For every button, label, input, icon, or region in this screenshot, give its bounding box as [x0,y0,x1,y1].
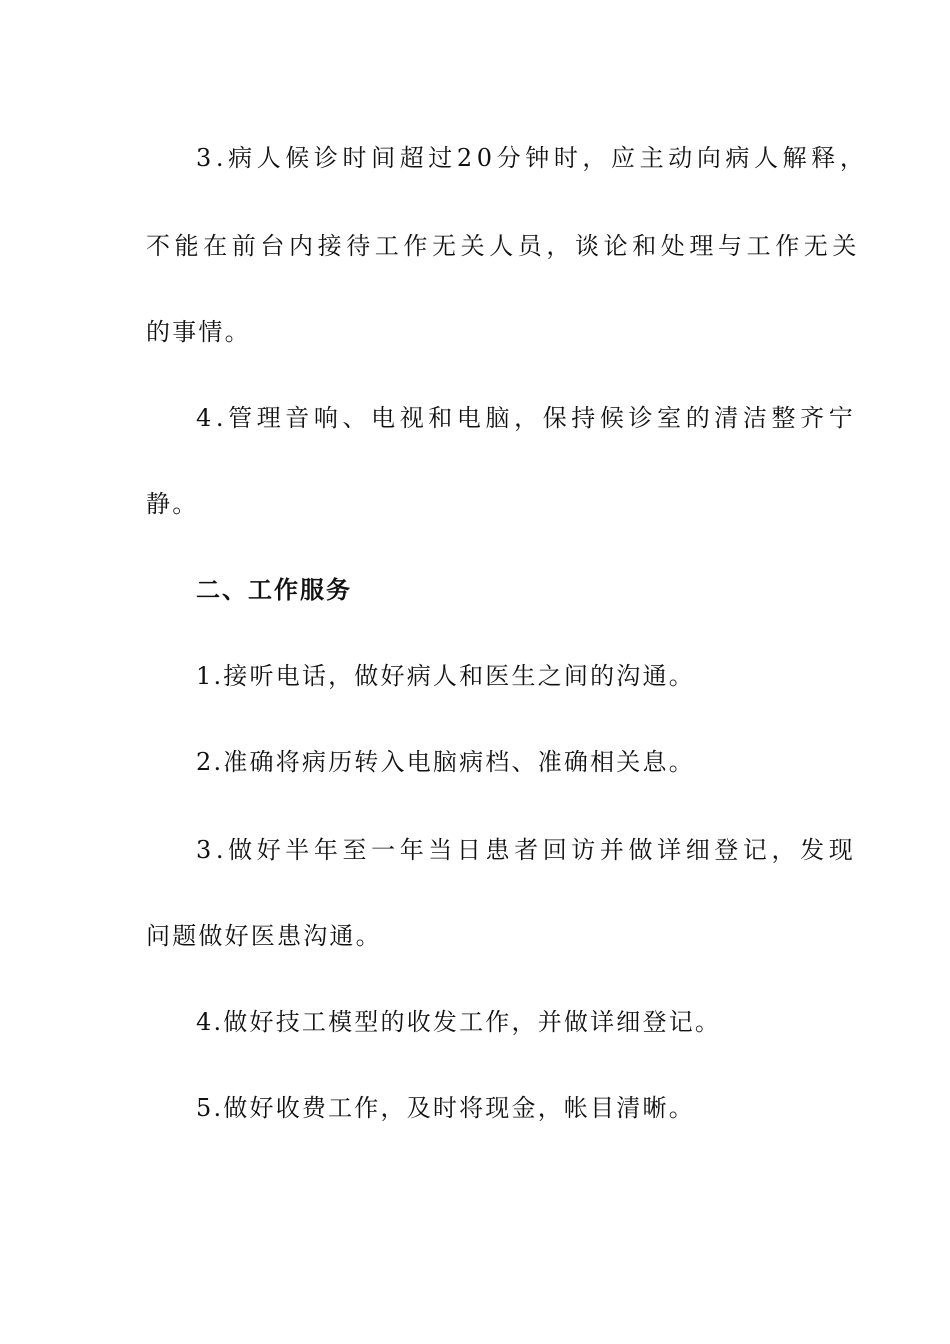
paragraph-3-line-1: 3.病人候诊时间超过20分钟时，应主动向病人解释， [196,144,869,172]
paragraph-4-line-2: 静。 [146,490,199,518]
service-item-3-line-2: 问题做好医患沟通。 [146,922,382,950]
service-item-5: 5.做好收费工作，及时将现金，帐目清晰。 [196,1094,695,1122]
service-item-4: 4.做好技工模型的收发工作，并做详细登记。 [196,1008,722,1036]
service-item-3-line-1: 3.做好半年至一年当日患者回访并做详细登记，发现 [196,836,858,864]
paragraph-3-line-2: 不能在前台内接待工作无关人员，谈论和处理与工作无关 [146,232,861,260]
section-heading: 二、工作服务 [196,575,352,604]
paragraph-3-line-3: 的事情。 [146,318,251,346]
service-item-2: 2.准确将病历转入电脑病档、准确相关息。 [196,748,695,776]
service-item-1: 1.接听电话，做好病人和医生之间的沟通。 [196,662,695,690]
paragraph-4-line-1: 4.管理音响、电视和电脑，保持候诊室的清洁整齐宁 [196,404,858,432]
